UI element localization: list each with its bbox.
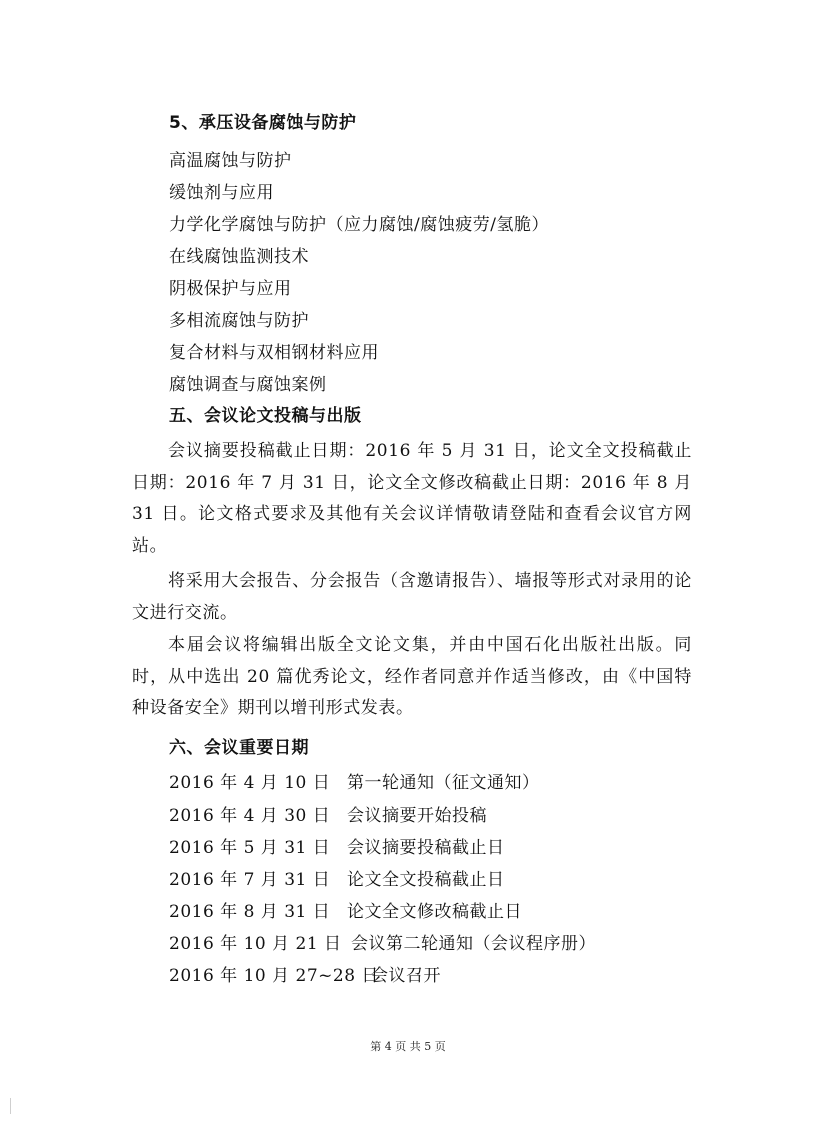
topic-item: 多相流腐蚀与防护 [169, 311, 309, 331]
paragraph-publication: 本届会议将编辑出版全文论文集，并由中国石化出版社出版。同时，从中选出 20 篇优秀论文，经作者同意并作适当修改，由《中国特种设备安全》期刊以增刊形式发表。 [132, 635, 692, 718]
topic-item: 阴极保护与应用 [169, 279, 292, 299]
date-row [169, 965, 441, 987]
topic-item: 在线腐蚀监测技术 [169, 247, 309, 267]
date-value: 2016 年 10 月 21 日 [169, 934, 342, 954]
date-event: 会议召开 [371, 966, 441, 986]
date-value: 2016 年 4 月 30 日 [169, 806, 331, 826]
date-event: 论文全文修改稿截止日 [347, 902, 522, 922]
date-row [169, 772, 540, 794]
section-heading-corrosion: 5、承压设备腐蚀与防护 [169, 113, 357, 133]
date-value: 2016 年 5 月 31 日 [169, 838, 331, 858]
page-number-footer: 第 4 页 共 5 页 [370, 1040, 446, 1053]
date-row [169, 901, 522, 923]
date-row [169, 933, 596, 955]
topic-item: 复合材料与双相钢材料应用 [169, 343, 379, 363]
section-heading-dates: 六、会议重要日期 [169, 738, 309, 758]
section-heading-papers: 五、会议论文投稿与出版 [169, 406, 362, 426]
date-value: 2016 年 4 月 10 日 [169, 773, 331, 793]
date-event: 会议摘要投稿截止日 [347, 838, 505, 858]
topic-item: 缓蚀剂与应用 [169, 183, 274, 203]
paragraph-deadlines: 会议摘要投稿截止日期：2016 年 5 月 31 日，论文全文投稿截止日期：2016 年 7 月 31 日，论文全文修改稿截止日期：2016 年 8 月 31 日。论文格式要求及其他有关会议详情敬请登陆和查看会议官方网站。 [132, 441, 692, 556]
date-row [169, 869, 505, 891]
topic-item: 高温腐蚀与防护 [169, 151, 292, 171]
date-value: 2016 年 7 月 31 日 [169, 870, 331, 890]
date-event: 会议第二轮通知（会议程序册） [351, 934, 596, 954]
paragraph-presentation: 将采用大会报告、分会报告（含邀请报告）、墙报等形式对录用的论文进行交流。 [132, 571, 692, 623]
date-row [169, 805, 487, 827]
date-event: 第一轮通知（征文通知） [347, 773, 540, 793]
date-value: 2016 年 8 月 31 日 [169, 902, 331, 922]
topic-item: 腐蚀调查与腐蚀案例 [169, 375, 327, 395]
scan-edge-mark [10, 1098, 11, 1114]
date-value: 2016 年 10 月 27~28 日 [169, 966, 379, 986]
topic-item: 力学化学腐蚀与防护（应力腐蚀/腐蚀疲劳/氢脆） [169, 215, 549, 235]
date-event: 论文全文投稿截止日 [347, 870, 505, 890]
date-event: 会议摘要开始投稿 [347, 806, 487, 826]
date-row [169, 837, 505, 859]
